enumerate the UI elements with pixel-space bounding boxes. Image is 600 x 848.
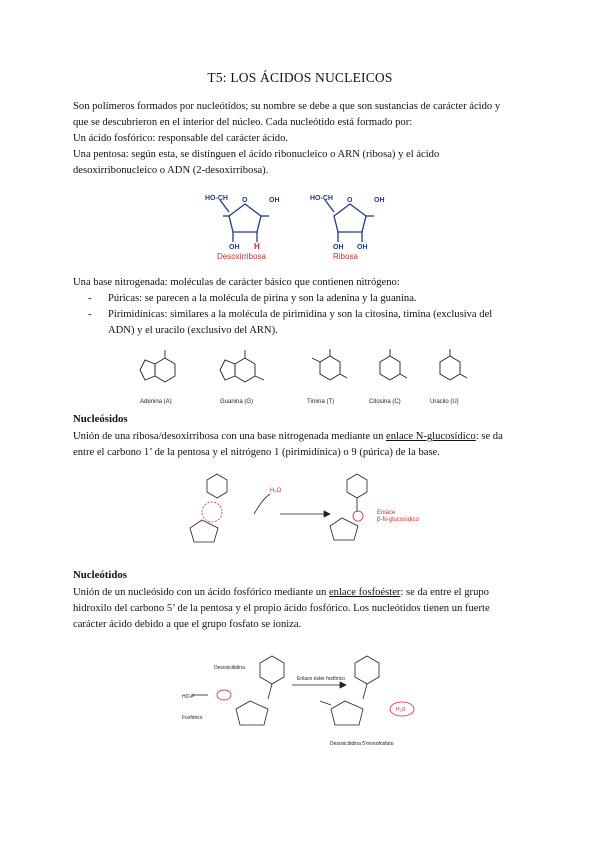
intro-line: Son polímeros formados por nucleótidos; su nombre se debe a que son sustancias de carácter ácido y — [73, 101, 501, 112]
nitrogen-bases-figure — [125, 342, 485, 406]
text-run: : se da entre el grupo — [400, 587, 489, 598]
page-title: T5: LOS ÁCIDOS NUCLEICOS — [207, 70, 393, 85]
list-item-text: ADN) y el uracilo (exclusivo del ARN). — [108, 325, 278, 336]
water-label: H₂O — [396, 707, 406, 713]
deoxyribose-label: Desoxirribosa — [217, 252, 266, 261]
intro-line: desoxirribonucleico o ADN (2-desoxirribosa). — [73, 165, 269, 176]
intro-line: Una pentosa: según esta, se distinguen el ácido ribonucleico o ARN (ribosa) y el ácido — [73, 149, 440, 160]
nucleosidos-line: entre el carbono 1’ de la pentosa y el nitrógeno 1 (pirimidínica) o 9 (púrica) de la base. — [73, 447, 440, 458]
nucleotide-reaction-figure — [180, 645, 420, 750]
list-item — [88, 323, 533, 339]
section-heading-nucleotidos: Nucleótidos — [73, 569, 127, 581]
list-item-text: Púricas: se parecen a la molécula de pirina y son la adenina y la guanina. — [108, 293, 417, 304]
text-run: Unión de una ribosa/desoxirribosa con una base nitrogenada mediante un — [73, 431, 387, 442]
product-label: Desoxicitidina 5'monofosfato — [330, 741, 394, 747]
base-label-adenine: Adenina (A) — [140, 399, 172, 405]
svg-text:HO-CH — [205, 195, 228, 202]
sugar-hoch2: HO-CH — [310, 195, 333, 202]
sugar-oh-label: OH — [374, 197, 385, 204]
bases-intro: Una base nitrogenada: moléculas de carácter básico que contienen nitrógeno: — [73, 277, 400, 288]
phosphoric-label: Fosfórico — [182, 715, 203, 721]
water-label: H₂O — [270, 488, 282, 494]
text-run: : se da — [475, 431, 503, 442]
sugar-oh-label: OH — [269, 197, 280, 204]
sugar-oh-label: OH — [357, 244, 368, 251]
nucleotidos-line: hidroxilo del carbono 5’ de la pentosa y el propio ácido fosfórico. Los nucleótidos tienen un fuerte — [73, 603, 490, 614]
base-label-thymine: Timina (T) — [307, 399, 335, 405]
intro-line: Un ácido fosfórico: responsable del carácter ácido. — [73, 133, 289, 144]
sugar-oh-label: OH — [333, 244, 344, 251]
intro-line: que se descubrieron en el interior del núcleo. Cada nucleótido está formado por: — [73, 117, 413, 128]
link-term: enlace N-glucosídico — [386, 431, 476, 442]
pentoses-figure — [205, 190, 405, 262]
nucleotidos-line: carácter ácido debido a que el grupo fosfato se ioniza. — [73, 619, 302, 630]
sugar-hoch2: HO-CH — [205, 195, 228, 202]
svg-text:HO-P: HO-P — [182, 694, 195, 700]
list-item: - Pirimidínicas: similares a la molécula de pirimidina y son la citosina, timina (exclusiva del — [88, 307, 533, 323]
list-item: - Púricas: se parecen a la molécula de pirina y son la adenina y la guanina. — [88, 291, 533, 307]
nucleosidos-line — [73, 429, 533, 445]
ester-bond-label: Enlace éster fosfórico — [297, 676, 346, 682]
nucleotidos-line — [73, 585, 533, 601]
link-term: enlace fosfoéster — [328, 587, 401, 598]
ribose-label: Ribosa — [333, 252, 358, 261]
list-item-text: Pirimidínicas: similares a la molécula de pirimidina y son la citosina, timina (exclusiva del — [108, 309, 493, 320]
section-heading-nucleosidos: Nucleósidos — [73, 413, 128, 425]
base-label-guanine: Guanina (G) — [220, 399, 254, 405]
base-label-uracil: Uracilo (U) — [430, 399, 459, 405]
svg-text:O: O — [347, 197, 353, 204]
text-run: Unión de un nucleósido con un ácido fosfórico mediante un — [73, 587, 329, 598]
base-label-cytosine: Citosina (C) — [369, 399, 401, 405]
svg-text:O: O — [242, 197, 248, 204]
sugar-oh-label: OH — [229, 244, 240, 251]
sugar-h-label: H — [254, 242, 260, 251]
deoxycytidine-label: Desoxicitidina — [214, 665, 245, 671]
svg-text:HO-CH — [310, 195, 333, 202]
bond-label: β-N-glucosídico — [377, 517, 419, 523]
nucleoside-reaction-figure — [172, 470, 432, 555]
bond-label: Enlace — [377, 510, 396, 516]
